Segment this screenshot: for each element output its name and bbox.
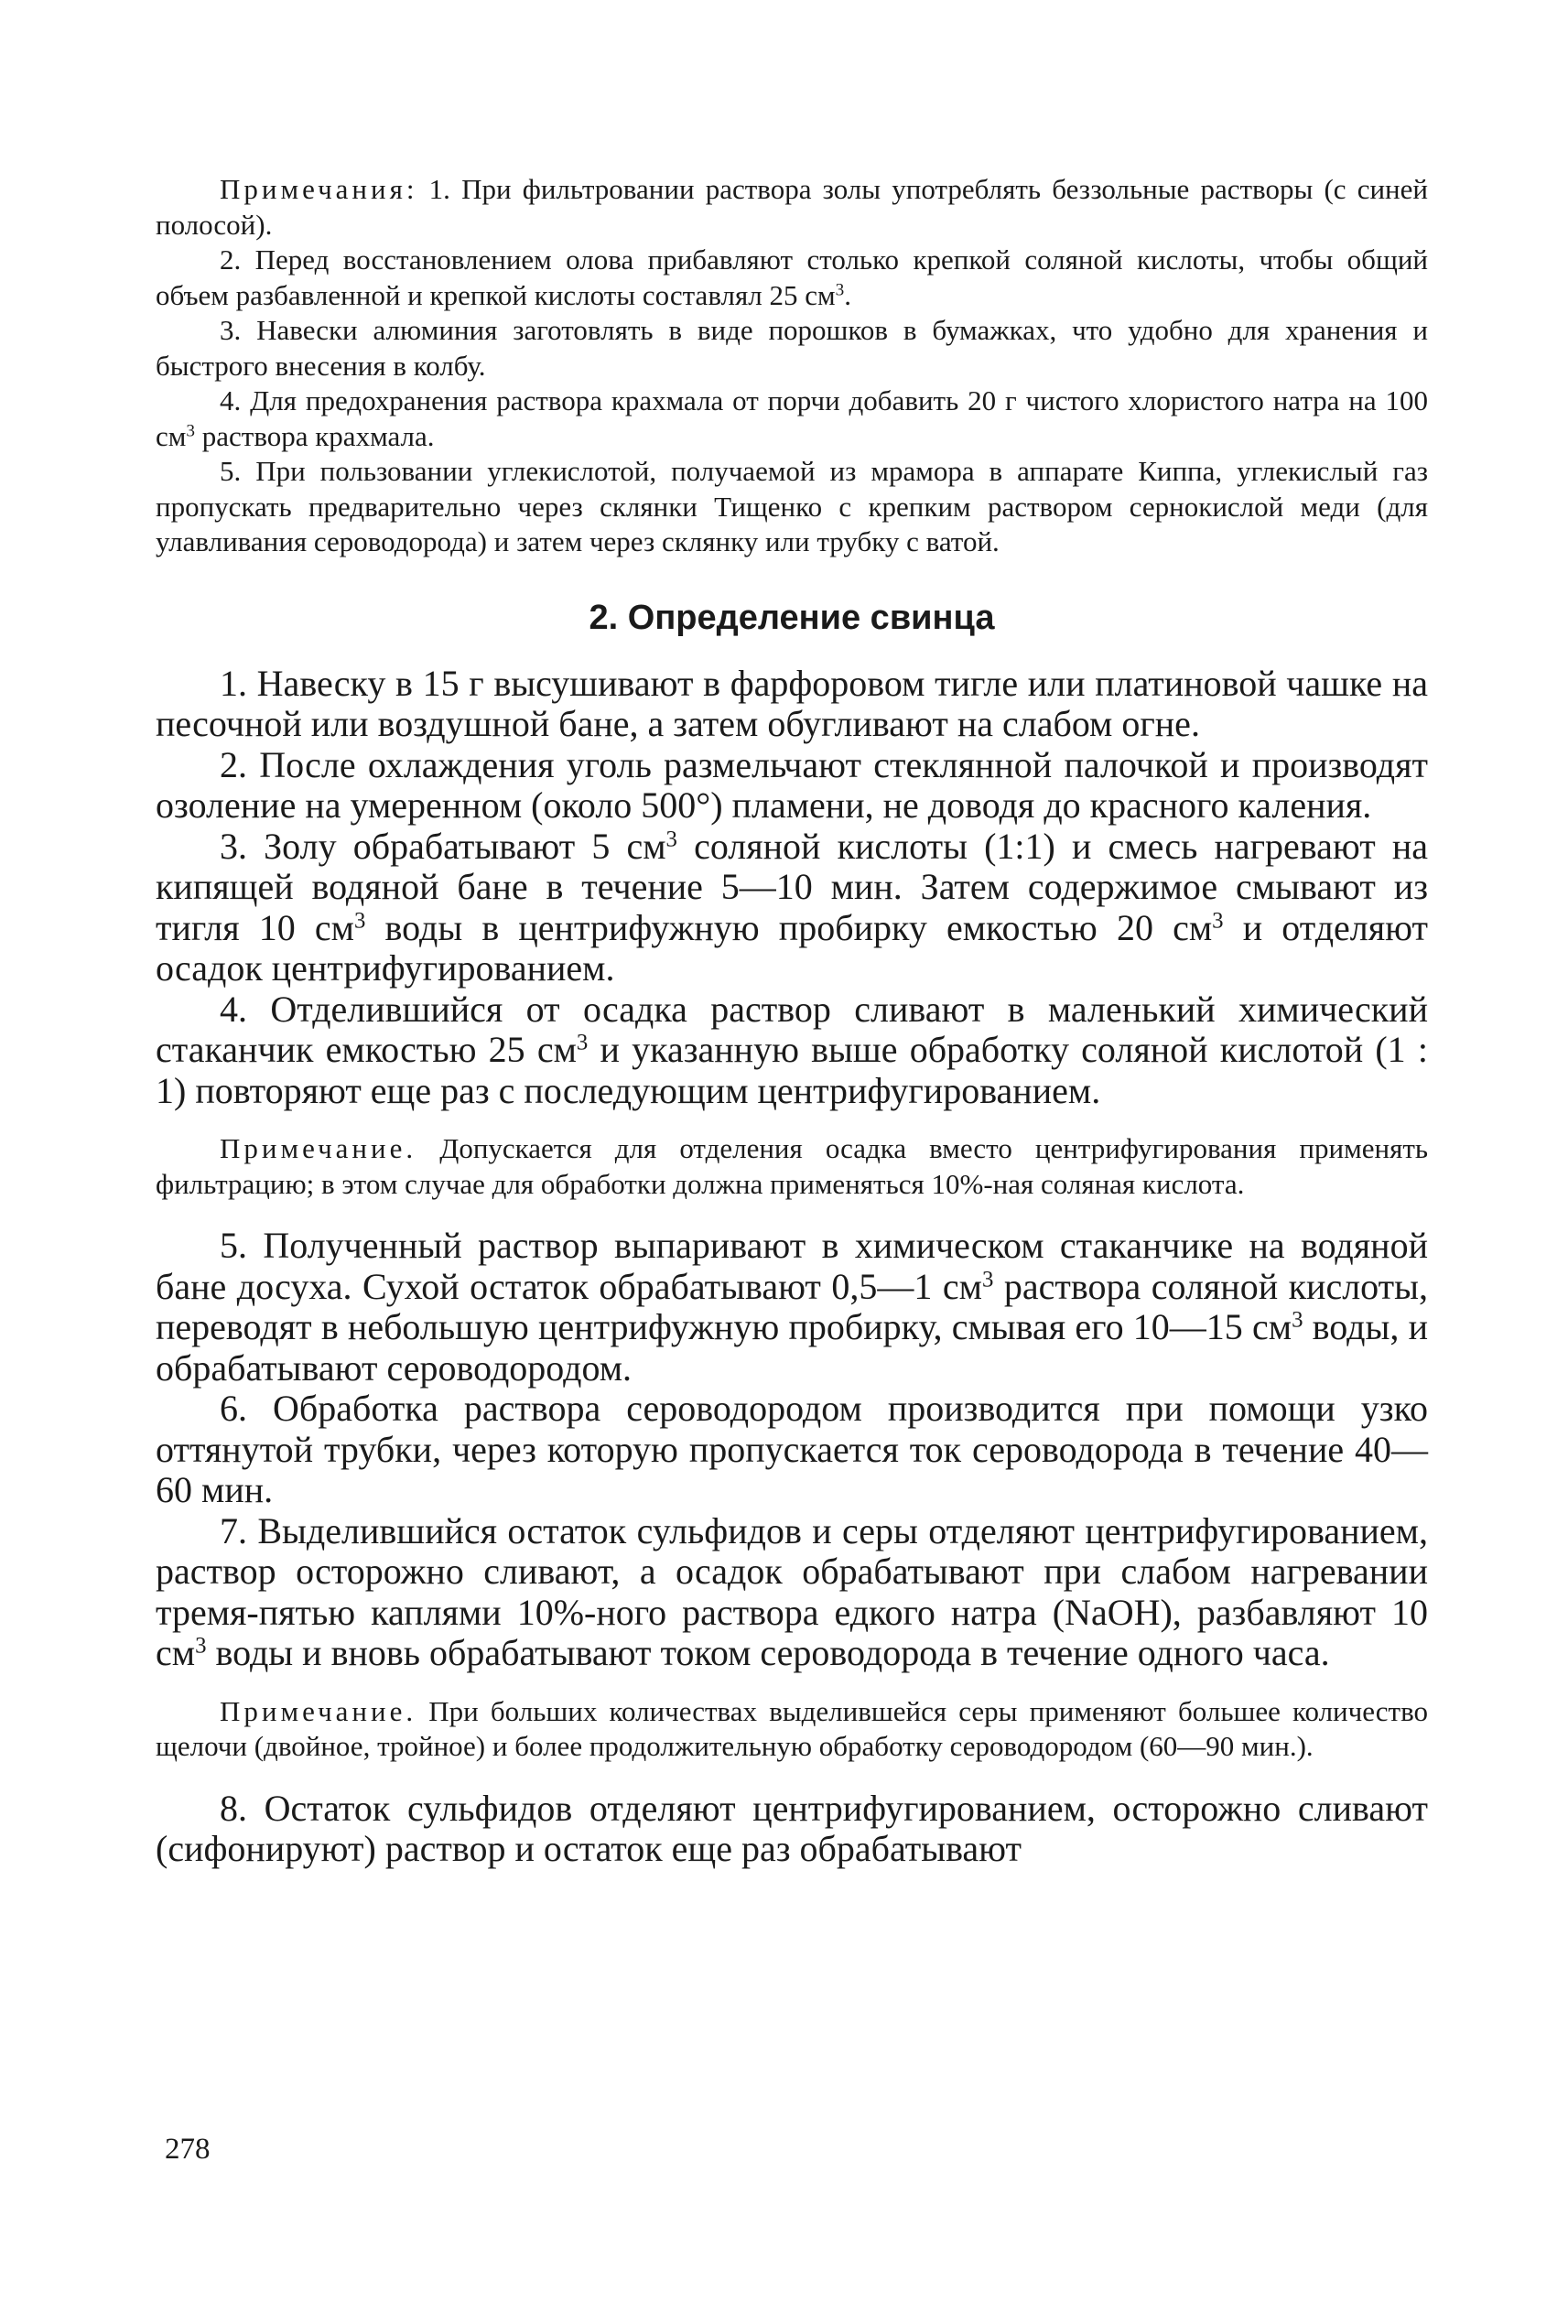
steps-a — [156, 664, 1428, 1112]
note-text: При больших количествах выделившейся серы применяют большее количество щелочи (двойное, тройное) и более продолжительную обработку сероводородом (60—90 мин.). — [156, 1694, 1428, 1762]
step-paragraph: 4. Отделившийся от осадка раствор сливают в маленький химический стаканчик емкостью 25 $см^3$ и указанную выше обработку соляной кислотой (1 : 1) повторяют еще раз с последующим центрифугированием. — [156, 988, 1428, 1111]
step-paragraph: 3. Золу обрабатывают 5 $см^3$ соляной кислоты (1:1) и смесь нагревают на кипящей водяной бане в течение 5—10 мин. Затем содержимое смывают из тигля 10 $см^3$ воды в центрифужную пробирку емкостью 20 $см^3$ и отделяют осадок центрифугированием. — [156, 825, 1429, 989]
text-column — [156, 172, 1428, 1870]
note-item: 3. Навески алюминия заготовлять в виде порошков в бумажках, что удобно для хранения и быстрого внесения в колбу. — [156, 314, 1428, 382]
step-paragraph: 6. Обработка раствора сероводородом производится при помощи узко оттянутой трубки, через которую пропускается ток сероводорода в течение 40—60 мин. — [156, 1388, 1428, 1510]
note-item: 4. Для предохранения раствора крахмала от порчи добавить 20 г чистого хлористого натра на 100 $см^3$ раствора крахмала. — [156, 384, 1428, 452]
note-2 — [156, 1694, 1428, 1765]
notes-label: Примечания: — [220, 173, 418, 205]
step-paragraph: 8. Остаток сульфидов отделяют центрифугированием, осторожно сливают (сифонируют) раствор и остаток еще раз обрабатывают — [156, 1787, 1428, 1869]
note-item: Примечания: 1. При фильтровании раствора золы употреблять беззольные растворы (с синей полосой). — [156, 173, 1428, 241]
step-paragraph: 1. Навеску в 15 г высушивают в фарфоровом тигле или платиновой чашке на песочной или воздушной бане, а затем обугливают на слабом огне. — [156, 662, 1428, 744]
steps-b — [156, 1226, 1428, 1674]
note-item: 5. При пользовании углекислотой, получаемой из мрамора в аппарате Киппа, углекислый газ пропускать предварительно через склянки Тищенко с крепким раствором сернокислой меди (для улавливания сероводорода) и затем через склянку или трубку с ватой. — [156, 455, 1428, 557]
step-paragraph: 2. После охлаждения уголь размельчают стеклянной палочкой и производят озоление на умеренном (около 500°) пламени, не доводя до красного каления. — [156, 743, 1428, 826]
step-paragraph: 7. Выделившийся остаток сульфидов и серы отделяют центрифугированием, раствор осторожно сливают, а осадок обрабатывают при слабом нагревании тремя-пятью каплями 10%-ного раствора едкого натра (NaOH), разбавляют 10 $см^3$ воды и вновь обрабатывают током сероводорода в течение одного часа. — [156, 1509, 1428, 1673]
step-paragraph: 5. Полученный раствор выпаривают в химическом стаканчике на водяной бане досуха. Сухой остаток обрабатывают 0,5—1 $см^3$ раствора соляной кислоты, переводят в небольшую центрифужную пробирку, смывая его 10—15 $см^3$ воды, и обрабатывают сероводородом. — [156, 1225, 1428, 1389]
note-paragraph — [156, 1694, 1428, 1765]
note-1 — [156, 1131, 1428, 1202]
notes-top — [156, 172, 1428, 560]
section-title: 2. Определение свинца — [589, 598, 995, 637]
note-paragraph — [156, 1131, 1428, 1202]
note-text: Допускается для отделения осадка вместо центрифугирования применять фильтрацию; в этом случае для обработки должна применяться 10%-ная соляная кислота. — [156, 1132, 1429, 1200]
note-item: 2. Перед восстановлением олова прибавляют столько крепкой соляной кислоты, чтобы общий объем разбавленной и крепкой кислоты составлял 25 $см^3$. — [156, 243, 1428, 311]
note-label: Примечание. — [220, 1694, 417, 1727]
steps-c — [156, 1789, 1428, 1870]
page-number: 278 — [165, 2133, 211, 2166]
note-label: Примечание. — [220, 1132, 417, 1164]
